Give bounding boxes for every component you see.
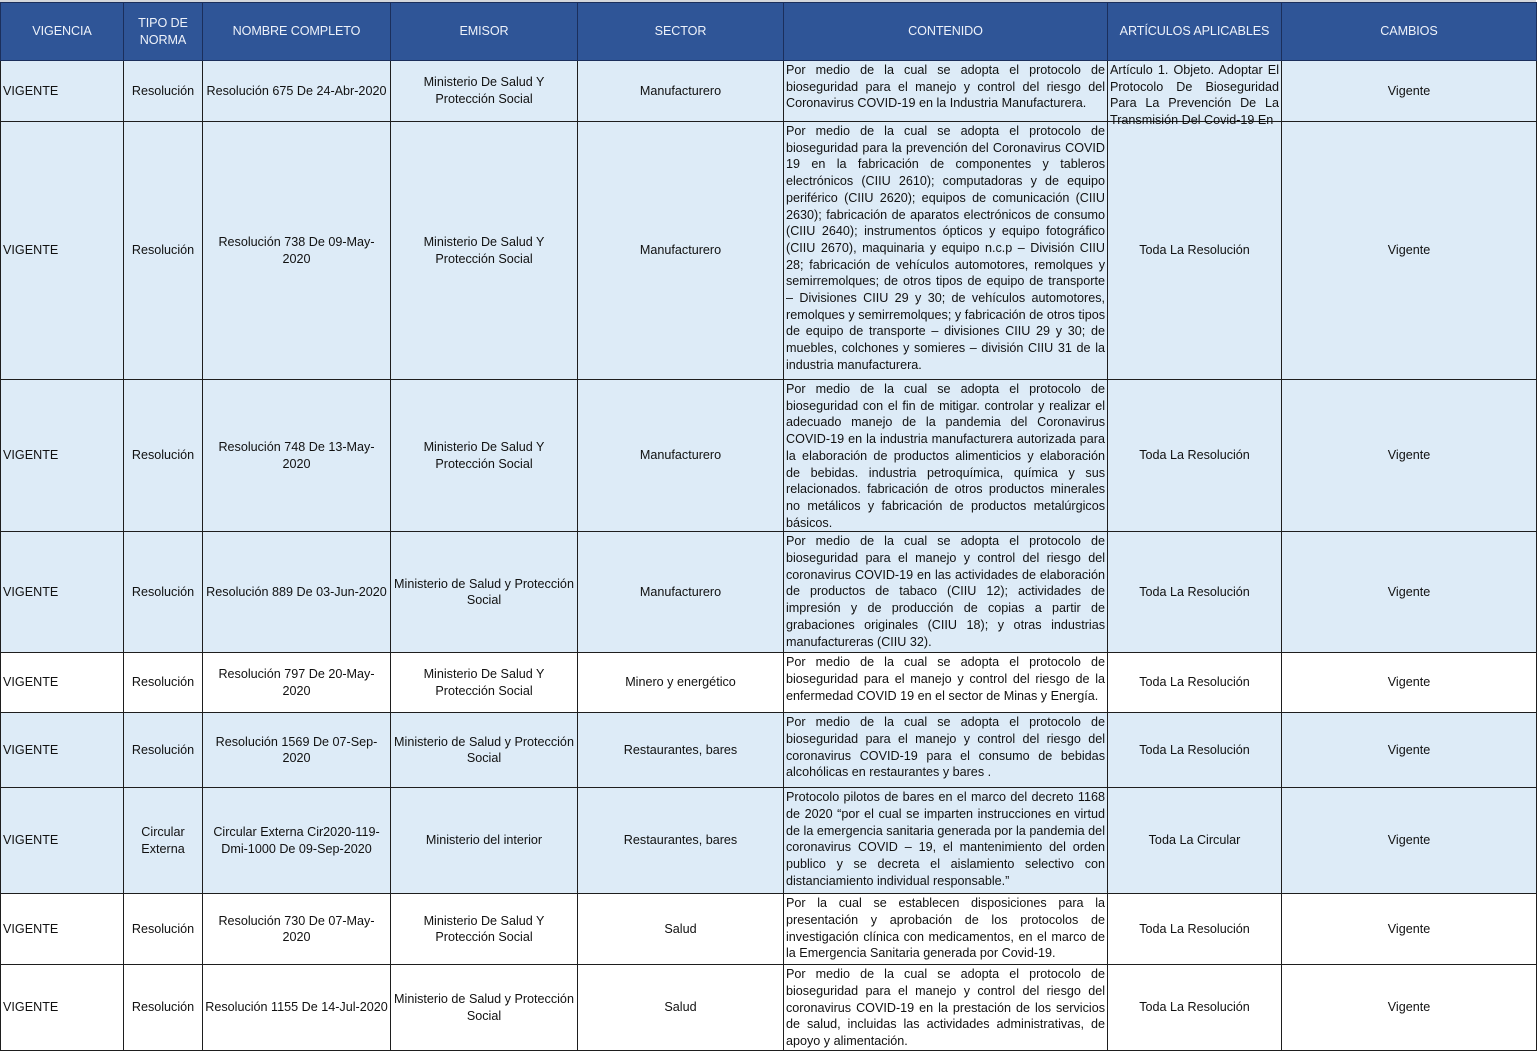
header-nombre-completo[interactable]: NOMBRE COMPLETO: [203, 3, 391, 61]
cell-sector[interactable]: Manufacturero: [578, 122, 784, 380]
cell-articulos-aplicables[interactable]: Toda La Resolución: [1108, 122, 1282, 380]
cell-articulos-aplicables[interactable]: Toda La Resolución: [1108, 532, 1282, 653]
table-row: [1, 894, 1537, 965]
cell-tipo-de-norma[interactable]: Resolución: [124, 61, 203, 122]
normativa-table: [0, 2, 1537, 1051]
cell-tipo-de-norma[interactable]: Resolución: [124, 653, 203, 713]
cell-nombre-completo[interactable]: Resolución 797 De 20-May-2020: [203, 653, 391, 713]
cell-vigencia[interactable]: VIGENTE: [1, 965, 124, 1051]
header-contenido[interactable]: CONTENIDO: [784, 3, 1108, 61]
header-sector[interactable]: SECTOR: [578, 3, 784, 61]
table-row: [1, 532, 1537, 653]
cell-sector[interactable]: Manufacturero: [578, 61, 784, 122]
cell-vigencia[interactable]: VIGENTE: [1, 713, 124, 788]
cell-articulos-text: Artículo 1. Objeto. Adoptar El Protocolo De Bioseguridad Para La Prevención De La Transmisión Del Covid-19 En: [1110, 63, 1279, 128]
cell-nombre-completo[interactable]: Resolución 730 De 07-May-2020: [203, 894, 391, 965]
cell-vigencia[interactable]: VIGENTE: [1, 788, 124, 894]
cell-emisor[interactable]: Ministerio De Salud Y Protección Social: [391, 380, 578, 532]
table-row: [1, 61, 1537, 122]
cell-contenido[interactable]: Por medio de la cual se adopta el protocolo de bioseguridad para la prevención del Coronavirus COVID 19 en la fabricación de componentes y tableros electrónicos (CIIU 2610); computadoras y de equipo periférico (CIIU 2620); equipos de comunicación (CIIU 2630); fabricación de aparatos electrónicos de consumo (CIIU 2640); instrumentos ópticos y equipo fotográfico (CIIU 2670), maquinaria y equipo n.c.p – División CIIU 28; fabricación de vehículos automotores, remolques y semirremolques; de otros tipos de equipo de transporte – Divisiones CIIU 29 y 30; de vehículos automotores, remolques y semirremolques; y fabricación de otros tipos de equipo de transporte – divisiones CIIU 29 y 30; de muebles, colchones y somieres – división CIIU 31 de la industria manufacturera.: [784, 122, 1108, 380]
cell-tipo-de-norma[interactable]: Circular Externa: [124, 788, 203, 894]
cell-articulos-aplicables[interactable]: Toda La Circular: [1108, 788, 1282, 894]
cell-cambios[interactable]: Vigente: [1282, 380, 1537, 532]
cell-contenido[interactable]: Por medio de la cual se adopta el protocolo de bioseguridad para el manejo y control del riesgo del coronavirus COVID-19 para el consumo de bebidas alcohólicas en restaurantes y bares .: [784, 713, 1108, 788]
cell-emisor[interactable]: Ministerio de Salud y Protección Social: [391, 713, 578, 788]
cell-emisor[interactable]: Ministerio De Salud Y Protección Social: [391, 61, 578, 122]
cell-vigencia[interactable]: VIGENTE: [1, 380, 124, 532]
cell-cambios[interactable]: Vigente: [1282, 788, 1537, 894]
cell-contenido[interactable]: Por medio de la cual se adopta el protocolo de bioseguridad con el fin de mitigar. controlar y realizar el adecuado manejo de la pandemia del Coronavirus COVID-19 en la industria manufacturera autorizada para la elaboración de productos alimenticios y elaboración de bebidas. industria petroquímica, química y sus relacionados. fabricación de otros productos minerales no metálicos y fabricación de productos metalúrgicos básicos.: [784, 380, 1108, 532]
table-row: [1, 122, 1537, 380]
cell-emisor[interactable]: Ministerio de Salud y Protección Social: [391, 965, 578, 1051]
cell-articulos-aplicables[interactable]: [1108, 61, 1282, 128]
cell-contenido[interactable]: Por la cual se establecen disposiciones para la presentación y aprobación de los protocolos de investigación clínica con medicamentos, en el marco de la Emergencia Sanitaria generada por Covid-19.: [784, 894, 1108, 965]
cell-tipo-de-norma[interactable]: Resolución: [124, 894, 203, 965]
cell-vigencia[interactable]: VIGENTE: [1, 122, 124, 380]
header-vigencia[interactable]: VIGENCIA: [1, 3, 124, 61]
cell-sector[interactable]: Minero y energético: [578, 653, 784, 713]
cell-emisor[interactable]: Ministerio de Salud y Protección Social: [391, 532, 578, 653]
cell-nombre-completo[interactable]: Resolución 748 De 13-May-2020: [203, 380, 391, 532]
table-row: [1, 965, 1537, 1051]
cell-nombre-completo[interactable]: Resolución 1569 De 07-Sep-2020: [203, 713, 391, 788]
cell-contenido[interactable]: Por medio de la cual se adopta el protocolo de bioseguridad para el manejo y control del riesgo del Coronavirus COVID-19 en la Industria Manufacturera.: [784, 61, 1108, 122]
cell-tipo-de-norma[interactable]: Resolución: [124, 713, 203, 788]
cell-cambios[interactable]: Vigente: [1282, 653, 1537, 713]
table-row: [1, 788, 1537, 894]
cell-nombre-completo[interactable]: Circular Externa Cir2020-119-Dmi-1000 De 09-Sep-2020: [203, 788, 391, 894]
header-tipo-de-norma[interactable]: TIPO DE NORMA: [124, 3, 203, 61]
cell-emisor[interactable]: Ministerio De Salud Y Protección Social: [391, 894, 578, 965]
cell-nombre-completo[interactable]: Resolución 675 De 24-Abr-2020: [203, 61, 391, 122]
cell-articulos-aplicables[interactable]: Toda La Resolución: [1108, 380, 1282, 532]
cell-nombre-completo[interactable]: Resolución 738 De 09-May-2020: [203, 122, 391, 380]
table-row: [1, 380, 1537, 532]
cell-tipo-de-norma[interactable]: Resolución: [124, 965, 203, 1051]
cell-vigencia[interactable]: VIGENTE: [1, 61, 124, 122]
cell-articulos-aplicables[interactable]: Toda La Resolución: [1108, 894, 1282, 965]
table-row: [1, 713, 1537, 788]
table-row: [1, 653, 1537, 713]
cell-sector[interactable]: Restaurantes, bares: [578, 713, 784, 788]
cell-emisor[interactable]: Ministerio del interior: [391, 788, 578, 894]
cell-sector[interactable]: Manufacturero: [578, 380, 784, 532]
cell-contenido[interactable]: Por medio de la cual se adopta el protocolo de bioseguridad para el manejo y control del riesgo de la enfermedad COVID 19 en el sector de Minas y Energía.: [784, 653, 1108, 713]
cell-sector[interactable]: Manufacturero: [578, 532, 784, 653]
cell-cambios[interactable]: Vigente: [1282, 122, 1537, 380]
cell-sector[interactable]: Salud: [578, 894, 784, 965]
cell-cambios[interactable]: Vigente: [1282, 61, 1537, 122]
cell-vigencia[interactable]: VIGENTE: [1, 894, 124, 965]
cell-sector[interactable]: Salud: [578, 965, 784, 1051]
cell-emisor[interactable]: Ministerio De Salud Y Protección Social: [391, 653, 578, 713]
cell-cambios[interactable]: Vigente: [1282, 965, 1537, 1051]
cell-articulos-aplicables[interactable]: Toda La Resolución: [1108, 713, 1282, 788]
cell-tipo-de-norma[interactable]: Resolución: [124, 122, 203, 380]
cell-cambios[interactable]: Vigente: [1282, 532, 1537, 653]
cell-nombre-completo[interactable]: Resolución 1155 De 14-Jul-2020: [203, 965, 391, 1051]
cell-tipo-de-norma[interactable]: Resolución: [124, 532, 203, 653]
cell-cambios[interactable]: Vigente: [1282, 894, 1537, 965]
cell-nombre-completo[interactable]: Resolución 889 De 03-Jun-2020: [203, 532, 391, 653]
cell-vigencia[interactable]: VIGENTE: [1, 532, 124, 653]
header-articulos-aplicables[interactable]: ARTÍCULOS APLICABLES: [1108, 3, 1282, 61]
cell-articulos-aplicables[interactable]: Toda La Resolución: [1108, 965, 1282, 1051]
cell-contenido[interactable]: Por medio de la cual se adopta el protocolo de bioseguridad para el manejo y control del riesgo del coronavirus COVID-19 en las actividades de elaboración de productos de tabaco (CIIU 12); actividades de impresión y de producción de copias a partir de grabaciones originales (CIIU 18); y otras industrias manufactureras (CIIU 32).: [784, 532, 1108, 653]
cell-emisor[interactable]: Ministerio De Salud Y Protección Social: [391, 122, 578, 380]
header-row: [1, 3, 1537, 61]
header-emisor[interactable]: EMISOR: [391, 3, 578, 61]
header-cambios[interactable]: CAMBIOS: [1282, 3, 1537, 61]
cell-sector[interactable]: Restaurantes, bares: [578, 788, 784, 894]
cell-cambios[interactable]: Vigente: [1282, 713, 1537, 788]
cell-vigencia[interactable]: VIGENTE: [1, 653, 124, 713]
cell-contenido[interactable]: Por medio de la cual se adopta el protocolo de bioseguridad para el manejo y control del riesgo del coronavirus COVID-19 en la prestación de los servicios de salud, incluidas las actividades administrativas, de apoyo y alimentación.: [784, 965, 1108, 1051]
cell-contenido[interactable]: Protocolo pilotos de bares en el marco del decreto 1168 de 2020 “por el cual se imparten instrucciones en virtud de la emergencia sanitaria generada por la pandemia del coronavirus COVID – 19, el mantenimiento del orden publico y se decreta el aislamiento selectivo con distanciamiento individual responsable.”: [784, 788, 1108, 894]
cell-articulos-aplicables[interactable]: Toda La Resolución: [1108, 653, 1282, 713]
cell-tipo-de-norma[interactable]: Resolución: [124, 380, 203, 532]
